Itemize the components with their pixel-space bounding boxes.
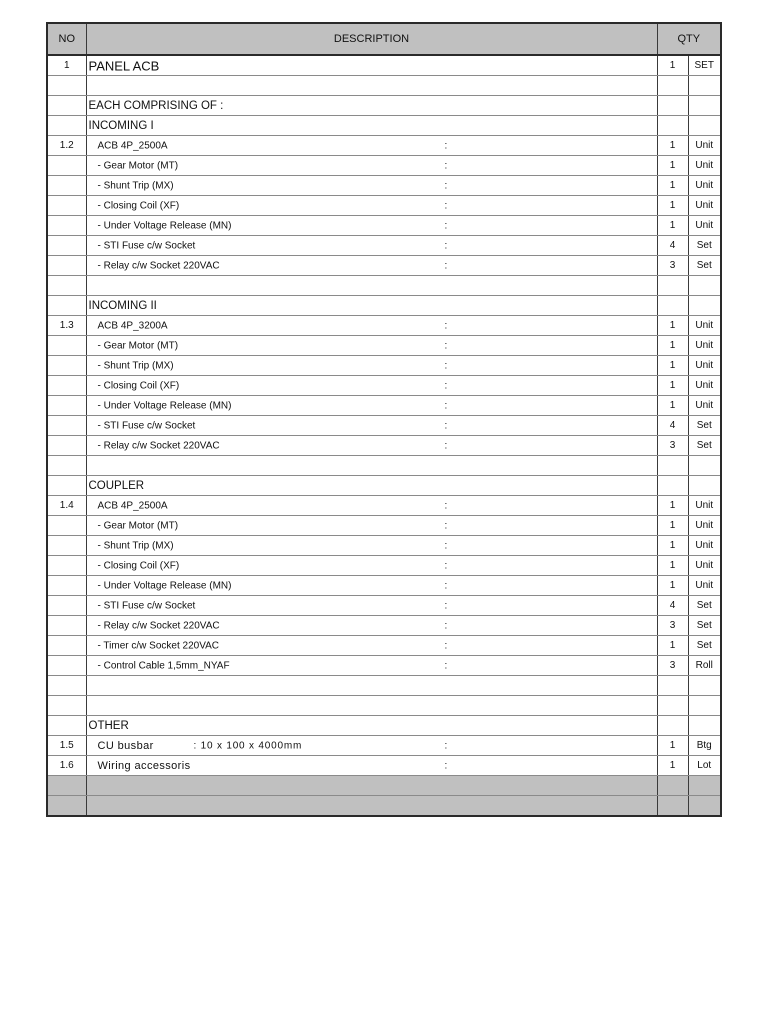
colon-separator: : — [444, 180, 448, 191]
table-row — [47, 496, 721, 516]
item-description — [86, 96, 657, 116]
item-qty — [657, 96, 688, 116]
description-text: - Gear Motor (MT) — [97, 160, 179, 171]
item-description — [86, 276, 657, 296]
item-unit: Set — [688, 436, 721, 456]
item-qty — [657, 476, 688, 496]
table-row — [47, 316, 721, 336]
item-number — [47, 716, 86, 736]
item-description — [86, 136, 657, 156]
item-qty: 1 — [657, 576, 688, 596]
item-unit — [688, 96, 721, 116]
item-qty: 1 — [657, 496, 688, 516]
item-unit: Unit — [688, 376, 721, 396]
colon-separator: : — [444, 140, 448, 151]
table-row — [47, 136, 721, 156]
item-unit — [688, 456, 721, 476]
item-qty: 1 — [657, 376, 688, 396]
description-text: - Closing Coil (XF) — [97, 560, 180, 571]
table-row — [47, 516, 721, 536]
item-description — [86, 616, 657, 636]
item-number — [47, 416, 86, 436]
item-unit: Unit — [688, 536, 721, 556]
item-number — [47, 376, 86, 396]
item-qty: 1 — [657, 356, 688, 376]
item-description — [86, 796, 657, 817]
item-unit — [688, 476, 721, 496]
item-description — [86, 196, 657, 216]
item-qty — [657, 776, 688, 796]
item-number — [47, 696, 86, 716]
item-description — [86, 536, 657, 556]
colon-separator: : — [444, 520, 448, 531]
description-text: - Shunt Trip (MX) — [97, 180, 174, 191]
section-row — [47, 116, 721, 136]
table-row — [47, 556, 721, 576]
description-text: - STI Fuse c/w Socket — [97, 420, 196, 431]
item-qty — [657, 456, 688, 476]
colon-separator: : — [444, 200, 448, 211]
colon-separator: : — [444, 380, 448, 391]
table-row — [47, 216, 721, 236]
item-description — [86, 556, 657, 576]
description-text: - Gear Motor (MT) — [97, 520, 179, 531]
item-unit — [688, 676, 721, 696]
item-description — [86, 656, 657, 676]
item-description — [86, 236, 657, 256]
description-text: EACH COMPRISING OF : — [88, 99, 224, 112]
item-number — [47, 76, 86, 96]
item-number: 1 — [47, 55, 86, 76]
item-number — [47, 636, 86, 656]
item-number — [47, 276, 86, 296]
item-description — [86, 576, 657, 596]
item-qty: 1 — [657, 336, 688, 356]
item-number — [47, 796, 86, 817]
section-row — [47, 476, 721, 496]
colon-separator: : — [444, 760, 448, 771]
description-text: ACB 4P_3200A — [97, 320, 168, 331]
item-qty: 1 — [657, 196, 688, 216]
item-unit: Set — [688, 636, 721, 656]
description-text: ACB 4P_2500A — [97, 140, 168, 151]
colon-separator: : — [444, 660, 448, 671]
colon-separator: : — [444, 220, 448, 231]
description-spec: : 10 x 100 x 4000mm — [193, 740, 303, 751]
item-description — [86, 216, 657, 236]
colon-separator: : — [444, 360, 448, 371]
item-unit: Unit — [688, 196, 721, 216]
item-qty: 1 — [657, 396, 688, 416]
item-qty: 1 — [657, 516, 688, 536]
blank-row — [47, 696, 721, 716]
item-number — [47, 676, 86, 696]
item-description — [86, 436, 657, 456]
item-qty: 3 — [657, 436, 688, 456]
item-number — [47, 476, 86, 496]
item-description — [86, 636, 657, 656]
table-row — [47, 156, 721, 176]
table-body — [47, 55, 721, 816]
item-description — [86, 156, 657, 176]
item-number — [47, 536, 86, 556]
item-number — [47, 216, 86, 236]
colon-separator: : — [444, 320, 448, 331]
item-unit — [688, 776, 721, 796]
item-number — [47, 116, 86, 136]
item-qty — [657, 276, 688, 296]
table-row — [47, 756, 721, 776]
item-number — [47, 556, 86, 576]
item-qty: 1 — [657, 536, 688, 556]
item-number — [47, 236, 86, 256]
bill-of-quantities-table — [46, 22, 722, 817]
item-description — [86, 736, 657, 756]
title-row — [47, 55, 721, 76]
item-unit: SET — [688, 55, 721, 76]
item-unit — [688, 116, 721, 136]
description-text: INCOMING II — [88, 299, 157, 312]
item-description — [86, 716, 657, 736]
item-number — [47, 256, 86, 276]
table-row — [47, 416, 721, 436]
item-number: 1.4 — [47, 496, 86, 516]
table-row — [47, 736, 721, 756]
item-number — [47, 436, 86, 456]
item-unit: Set — [688, 236, 721, 256]
blank-row — [47, 76, 721, 96]
section-row — [47, 296, 721, 316]
colon-separator: : — [444, 540, 448, 551]
item-unit: Set — [688, 596, 721, 616]
item-description — [86, 76, 657, 96]
item-description — [86, 55, 657, 76]
table-row — [47, 596, 721, 616]
colon-separator: : — [444, 560, 448, 571]
section-row — [47, 96, 721, 116]
item-description — [86, 416, 657, 436]
item-description — [86, 396, 657, 416]
colon-separator: : — [444, 420, 448, 431]
footer-row — [47, 776, 721, 796]
description-text: - Gear Motor (MT) — [97, 340, 179, 351]
item-qty: 1 — [657, 556, 688, 576]
table-row — [47, 256, 721, 276]
item-unit — [688, 696, 721, 716]
item-qty: 1 — [657, 216, 688, 236]
item-number — [47, 336, 86, 356]
description-text: COUPLER — [88, 479, 145, 492]
description-text: OTHER — [88, 719, 129, 732]
colon-separator: : — [444, 400, 448, 411]
item-unit: Unit — [688, 216, 721, 236]
item-qty: 1 — [657, 156, 688, 176]
item-description — [86, 336, 657, 356]
item-unit: Unit — [688, 316, 721, 336]
colon-separator: : — [444, 260, 448, 271]
table-row — [47, 356, 721, 376]
item-number — [47, 616, 86, 636]
item-number — [47, 296, 86, 316]
item-unit: Unit — [688, 496, 721, 516]
item-qty: 4 — [657, 596, 688, 616]
colon-separator: : — [444, 620, 448, 631]
item-number — [47, 456, 86, 476]
item-description — [86, 696, 657, 716]
item-number — [47, 356, 86, 376]
blank-row — [47, 276, 721, 296]
section-row — [47, 716, 721, 736]
item-description — [86, 296, 657, 316]
item-number — [47, 396, 86, 416]
table-row — [47, 436, 721, 456]
colon-separator: : — [444, 640, 448, 651]
item-qty — [657, 296, 688, 316]
item-qty: 1 — [657, 136, 688, 156]
item-number — [47, 196, 86, 216]
item-description — [86, 776, 657, 796]
description-text: - Shunt Trip (MX) — [97, 540, 174, 551]
description-text: - Timer c/w Socket 220VAC — [97, 640, 220, 651]
table-row — [47, 236, 721, 256]
colon-separator: : — [444, 600, 448, 611]
item-unit: Unit — [688, 556, 721, 576]
item-number — [47, 96, 86, 116]
item-description — [86, 376, 657, 396]
item-description — [86, 316, 657, 336]
item-description — [86, 476, 657, 496]
table-header — [47, 23, 721, 55]
item-unit: Unit — [688, 516, 721, 536]
item-unit: Unit — [688, 156, 721, 176]
item-description — [86, 516, 657, 536]
item-qty: 1 — [657, 55, 688, 76]
item-qty: 1 — [657, 736, 688, 756]
item-unit: Unit — [688, 576, 721, 596]
table-row — [47, 376, 721, 396]
item-unit — [688, 296, 721, 316]
item-qty: 3 — [657, 256, 688, 276]
description-text: Wiring accessoris — [97, 759, 191, 772]
blank-row — [47, 676, 721, 696]
item-description — [86, 756, 657, 776]
table-row — [47, 336, 721, 356]
description-text: PANEL ACB — [88, 58, 160, 73]
item-number — [47, 156, 86, 176]
description-text: INCOMING I — [88, 119, 154, 132]
item-qty: 1 — [657, 636, 688, 656]
item-unit: Unit — [688, 136, 721, 156]
item-description — [86, 596, 657, 616]
item-number — [47, 516, 86, 536]
item-qty: 4 — [657, 416, 688, 436]
description-text: - STI Fuse c/w Socket — [97, 600, 196, 611]
item-qty: 3 — [657, 656, 688, 676]
blank-row — [47, 456, 721, 476]
colon-separator: : — [444, 340, 448, 351]
item-qty — [657, 76, 688, 96]
table-row — [47, 176, 721, 196]
item-qty: 1 — [657, 756, 688, 776]
item-description — [86, 256, 657, 276]
item-number: 1.6 — [47, 756, 86, 776]
description-text: - Relay c/w Socket 220VAC — [97, 260, 220, 271]
colon-separator: : — [444, 160, 448, 171]
item-unit: Unit — [688, 176, 721, 196]
description-text: - Under Voltage Release (MN) — [97, 400, 232, 411]
description-text: - Closing Coil (XF) — [97, 200, 180, 211]
description-text: - Under Voltage Release (MN) — [97, 220, 232, 231]
item-unit — [688, 276, 721, 296]
item-unit: Unit — [688, 356, 721, 376]
item-number — [47, 596, 86, 616]
colon-separator: : — [444, 440, 448, 451]
item-unit: Roll — [688, 656, 721, 676]
description-text: - Shunt Trip (MX) — [97, 360, 174, 371]
header-qty: QTY — [657, 23, 721, 55]
item-qty: 4 — [657, 236, 688, 256]
item-description — [86, 356, 657, 376]
description-text: - Relay c/w Socket 220VAC — [97, 620, 220, 631]
item-description — [86, 176, 657, 196]
item-qty: 1 — [657, 316, 688, 336]
item-number — [47, 576, 86, 596]
item-number — [47, 776, 86, 796]
table-row — [47, 656, 721, 676]
table-row — [47, 536, 721, 556]
description-text: - Under Voltage Release (MN) — [97, 580, 232, 591]
table-row — [47, 576, 721, 596]
item-qty — [657, 796, 688, 817]
item-unit — [688, 796, 721, 817]
header-description: DESCRIPTION — [86, 23, 657, 55]
item-qty — [657, 676, 688, 696]
item-qty — [657, 696, 688, 716]
item-description — [86, 496, 657, 516]
item-number: 1.2 — [47, 136, 86, 156]
item-unit: Unit — [688, 396, 721, 416]
item-unit: Set — [688, 416, 721, 436]
item-number: 1.5 — [47, 736, 86, 756]
item-unit: Set — [688, 256, 721, 276]
item-description — [86, 676, 657, 696]
header-no: NO — [47, 23, 86, 55]
item-unit: Lot — [688, 756, 721, 776]
description-text: CU busbar — [97, 739, 154, 752]
table-row — [47, 196, 721, 216]
item-unit — [688, 76, 721, 96]
colon-separator: : — [444, 740, 448, 751]
item-qty: 3 — [657, 616, 688, 636]
item-qty: 1 — [657, 176, 688, 196]
colon-separator: : — [444, 500, 448, 511]
item-qty — [657, 716, 688, 736]
table-row — [47, 396, 721, 416]
colon-separator: : — [444, 240, 448, 251]
item-number — [47, 656, 86, 676]
footer-row — [47, 796, 721, 817]
description-text: - Relay c/w Socket 220VAC — [97, 440, 220, 451]
item-description — [86, 116, 657, 136]
item-number: 1.3 — [47, 316, 86, 336]
description-text: - Closing Coil (XF) — [97, 380, 180, 391]
description-text: ACB 4P_2500A — [97, 500, 168, 511]
table-row — [47, 636, 721, 656]
item-number — [47, 176, 86, 196]
description-text: - Control Cable 1,5mm_NYAF — [97, 660, 230, 671]
item-unit — [688, 716, 721, 736]
item-unit: Set — [688, 616, 721, 636]
item-qty — [657, 116, 688, 136]
item-unit: Unit — [688, 336, 721, 356]
colon-separator: : — [444, 580, 448, 591]
table-row — [47, 616, 721, 636]
item-unit: Btg — [688, 736, 721, 756]
item-description — [86, 456, 657, 476]
description-text: - STI Fuse c/w Socket — [97, 240, 196, 251]
